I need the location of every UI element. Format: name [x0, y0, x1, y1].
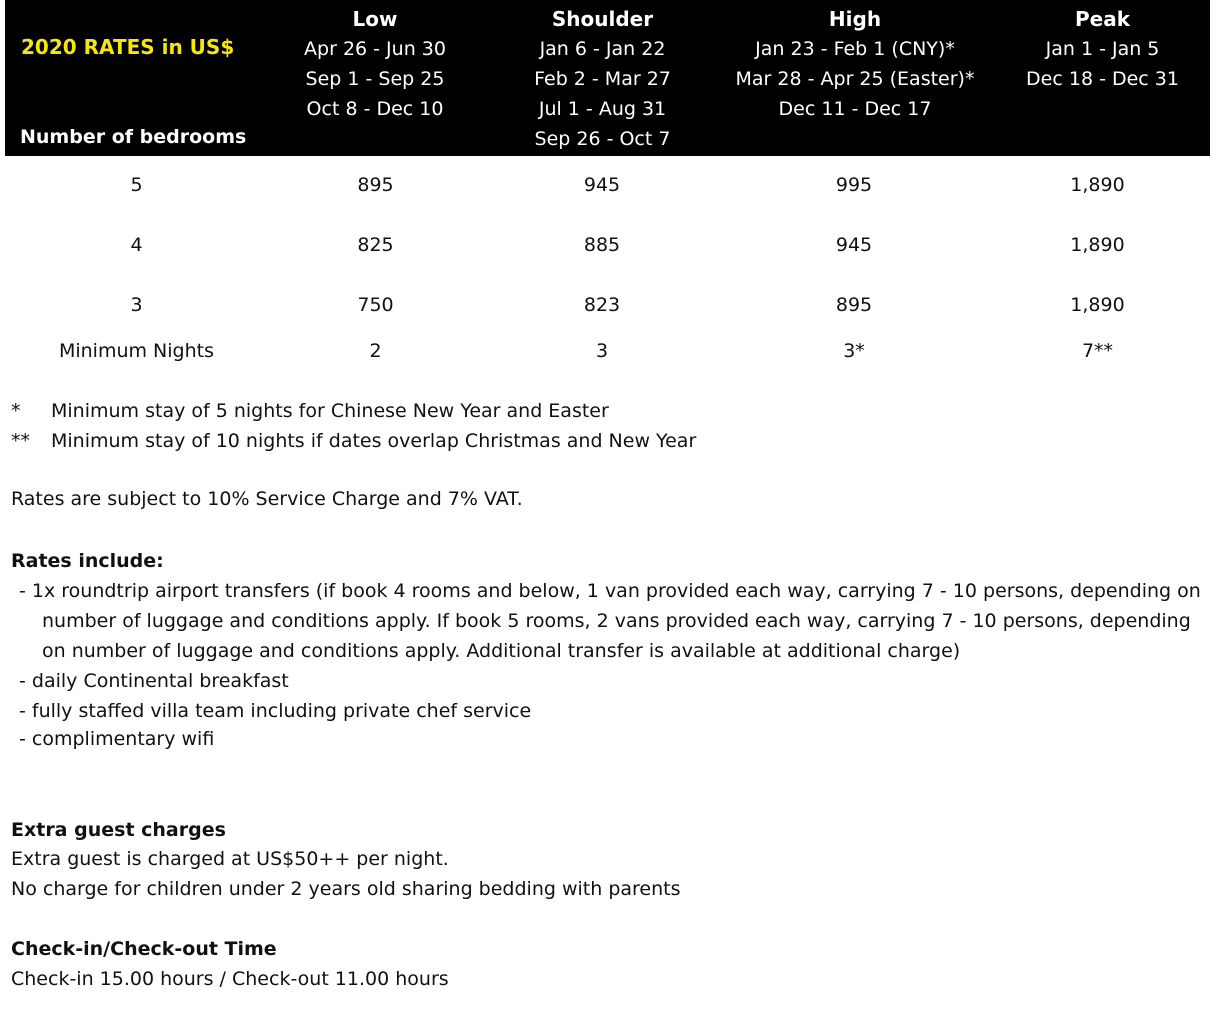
list-item: - daily Continental breakfast — [19, 670, 289, 692]
season-name: Peak — [1074, 7, 1131, 31]
footnote — [11, 426, 1216, 456]
season-date-range: Apr 26 - Jun 30 — [304, 38, 446, 60]
season-date-range: Jan 6 - Jan 22 — [539, 38, 666, 60]
season-date-range: Dec 11 - Dec 17 — [778, 98, 932, 120]
table-row-minimum-nights — [0, 336, 1220, 366]
season-date-range: Mar 28 - Apr 25 (Easter)* — [735, 68, 975, 90]
rate-cell: 885 — [583, 234, 621, 256]
rate-cell: 750 — [357, 294, 394, 316]
extra-guest-section — [11, 816, 1216, 904]
rate-cell: 1,890 — [1070, 294, 1125, 316]
rate-cell: 825 — [357, 234, 394, 256]
season-date-range: Jul 1 - Aug 31 — [538, 98, 667, 120]
table-row — [0, 290, 1220, 320]
checkin-line: Check-in 15.00 hours / Check-out 11.00 hours — [11, 968, 449, 990]
season-shoulder-header — [495, 4, 710, 154]
rate-cell: 1,890 — [1070, 174, 1125, 196]
rate-cell: 895 — [357, 174, 394, 196]
season-date-range: Jan 1 - Jan 5 — [1045, 38, 1160, 60]
rate-cell: 945 — [583, 174, 621, 196]
min-nights-cell: 3 — [595, 340, 609, 362]
row-label: 3 — [130, 294, 143, 316]
season-date-range: Sep 26 - Oct 7 — [534, 128, 671, 150]
season-name: Low — [352, 7, 398, 31]
season-date-range: Jan 23 - Feb 1 (CNY)* — [755, 38, 955, 60]
rates-table-header — [5, 0, 1210, 156]
section-heading: Rates include: — [11, 550, 164, 572]
season-peak-header — [995, 4, 1210, 94]
row-label: 4 — [130, 234, 143, 256]
list-item: - 1x roundtrip airport transfers (if book 4 rooms and below, 1 van provided each way, carrying 7 - 10 persons, depending on number of luggage and conditions apply. If book 5 rooms, 2 vans provided each way, carrying 7 - 10 persons, depending on number of luggage and conditions apply. Additional transfer is available at additional charge) — [19, 580, 1201, 662]
season-date-range: Sep 1 - Sep 25 — [305, 68, 445, 90]
checkin-section — [11, 934, 1216, 994]
extra-guest-line: No charge for children under 2 years old sharing bedding with parents — [11, 878, 681, 900]
season-date-range: Feb 2 - Mar 27 — [534, 68, 671, 90]
bedrooms-column-title: Number of bedrooms — [20, 126, 247, 148]
season-low-header — [265, 4, 485, 124]
min-nights-cell: 7** — [1081, 340, 1114, 362]
footnote-text: Minimum stay of 10 nights if dates overlap Christmas and New Year — [51, 430, 697, 452]
season-date-range: Oct 8 - Dec 10 — [306, 98, 444, 120]
section-heading: Check-in/Check-out Time — [11, 938, 277, 960]
row-label: Minimum Nights — [58, 340, 215, 362]
table-row — [0, 170, 1220, 200]
rate-cell: 895 — [835, 294, 873, 316]
footnotes — [11, 396, 1216, 456]
rate-cell: 823 — [583, 294, 621, 316]
service-charge-note: Rates are subject to 10% Service Charge and 7% VAT. — [11, 488, 523, 510]
footnote-mark: ** — [11, 430, 30, 452]
rate-cell: 945 — [835, 234, 873, 256]
season-date-range: Dec 18 - Dec 31 — [1026, 68, 1179, 90]
rates-include-section — [11, 546, 1216, 752]
min-nights-cell: 3* — [843, 340, 865, 362]
footnote — [11, 396, 1216, 426]
season-name: Shoulder — [551, 7, 654, 31]
season-name: High — [828, 7, 882, 31]
list-item: - fully staffed villa team including private chef service — [19, 700, 532, 722]
table-row — [0, 230, 1220, 260]
rate-cell: 995 — [835, 174, 873, 196]
footnote-mark: * — [11, 400, 21, 422]
extra-guest-line: Extra guest is charged at US$50++ per night. — [11, 848, 449, 870]
section-heading: Extra guest charges — [11, 819, 226, 841]
row-label: 5 — [130, 174, 143, 196]
min-nights-cell: 2 — [369, 340, 382, 362]
rate-cell: 1,890 — [1070, 234, 1125, 256]
list-item: - complimentary wifi — [19, 728, 215, 750]
rates-title: 2020 RATES in US$ — [21, 35, 235, 59]
season-high-header — [715, 4, 995, 124]
footnote-text: Minimum stay of 5 nights for Chinese New Year and Easter — [51, 400, 609, 422]
